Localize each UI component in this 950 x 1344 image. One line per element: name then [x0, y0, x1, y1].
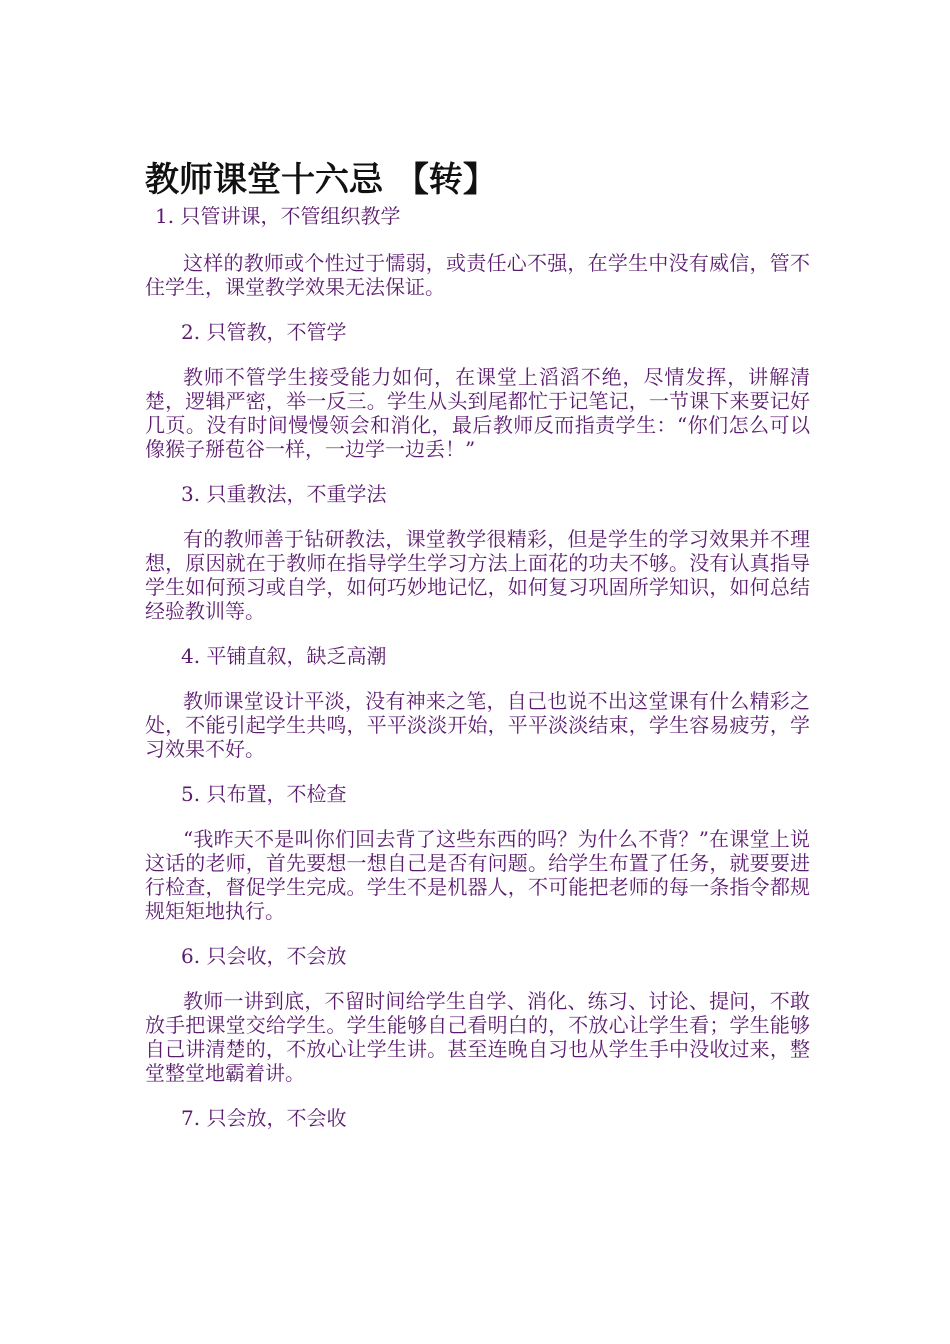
- section-body-2: 教师不管学生接受能力如何，在课堂上滔滔不绝，尽情发挥，讲解清楚，逻辑严密，举一反三。学生从头到尾都忙于记笔记，一节课下来要记好几页。没有时间慢慢领会和消化，最后教师反而指责学生：“你们怎么可以像猴子掰苞谷一样，一边学一边丢！”: [145, 365, 810, 461]
- section-heading-6: 6. 只会收，不会放: [181, 944, 347, 968]
- section-heading-3: 3. 只重教法，不重学法: [181, 482, 387, 506]
- section-body-3: 有的教师善于钻研教法，课堂教学很精彩，但是学生的学习效果并不理想，原因就在于教师在指导学生学习方法上面花的功夫不够。没有认真指导学生如何预习或自学，如何巧妙地记忆，如何复习巩固所学知识，如何总结经验教训等。: [145, 527, 810, 623]
- document-page: [145, 158, 810, 1130]
- section-heading-7: 7. 只会放，不会收: [181, 1106, 347, 1130]
- document-body: [145, 204, 810, 1130]
- document-title: 教师课堂十六忌 【转】: [145, 160, 497, 200]
- section-body-1: 这样的教师或个性过于懦弱，或责任心不强，在学生中没有威信，管不住学生，课堂教学效果无法保证。: [145, 251, 810, 299]
- section-body-4: 教师课堂设计平淡，没有神来之笔，自己也说不出这堂课有什么精彩之处，不能引起学生共鸣，平平淡淡开始，平平淡淡结束，学生容易疲劳，学习效果不好。: [145, 689, 810, 761]
- section-heading-2: 2. 只管教，不管学: [181, 320, 347, 344]
- section-heading-4: 4. 平铺直叙，缺乏高潮: [181, 644, 387, 668]
- section-body-6: 教师一讲到底，不留时间给学生自学、消化、练习、讨论、提问，不敢放手把课堂交给学生。学生能够自己看明白的，不放心让学生看；学生能够自己讲清楚的，不放心让学生讲。甚至连晚自习也从学生手中没收过来，整堂整堂地霸着讲。: [145, 989, 810, 1085]
- section-heading-1: 1. 只管讲课，不管组织教学: [155, 204, 401, 228]
- section-body-5: “我昨天不是叫你们回去背了这些东西的吗？为什么不背？”在课堂上说这话的老师，首先要想一想自己是否有问题。给学生布置了任务，就要要进行检查，督促学生完成。学生不是机器人，不可能把老师的每一条指令都规规矩矩地执行。: [145, 827, 810, 923]
- section-heading-5: 5. 只布置，不检查: [181, 782, 347, 806]
